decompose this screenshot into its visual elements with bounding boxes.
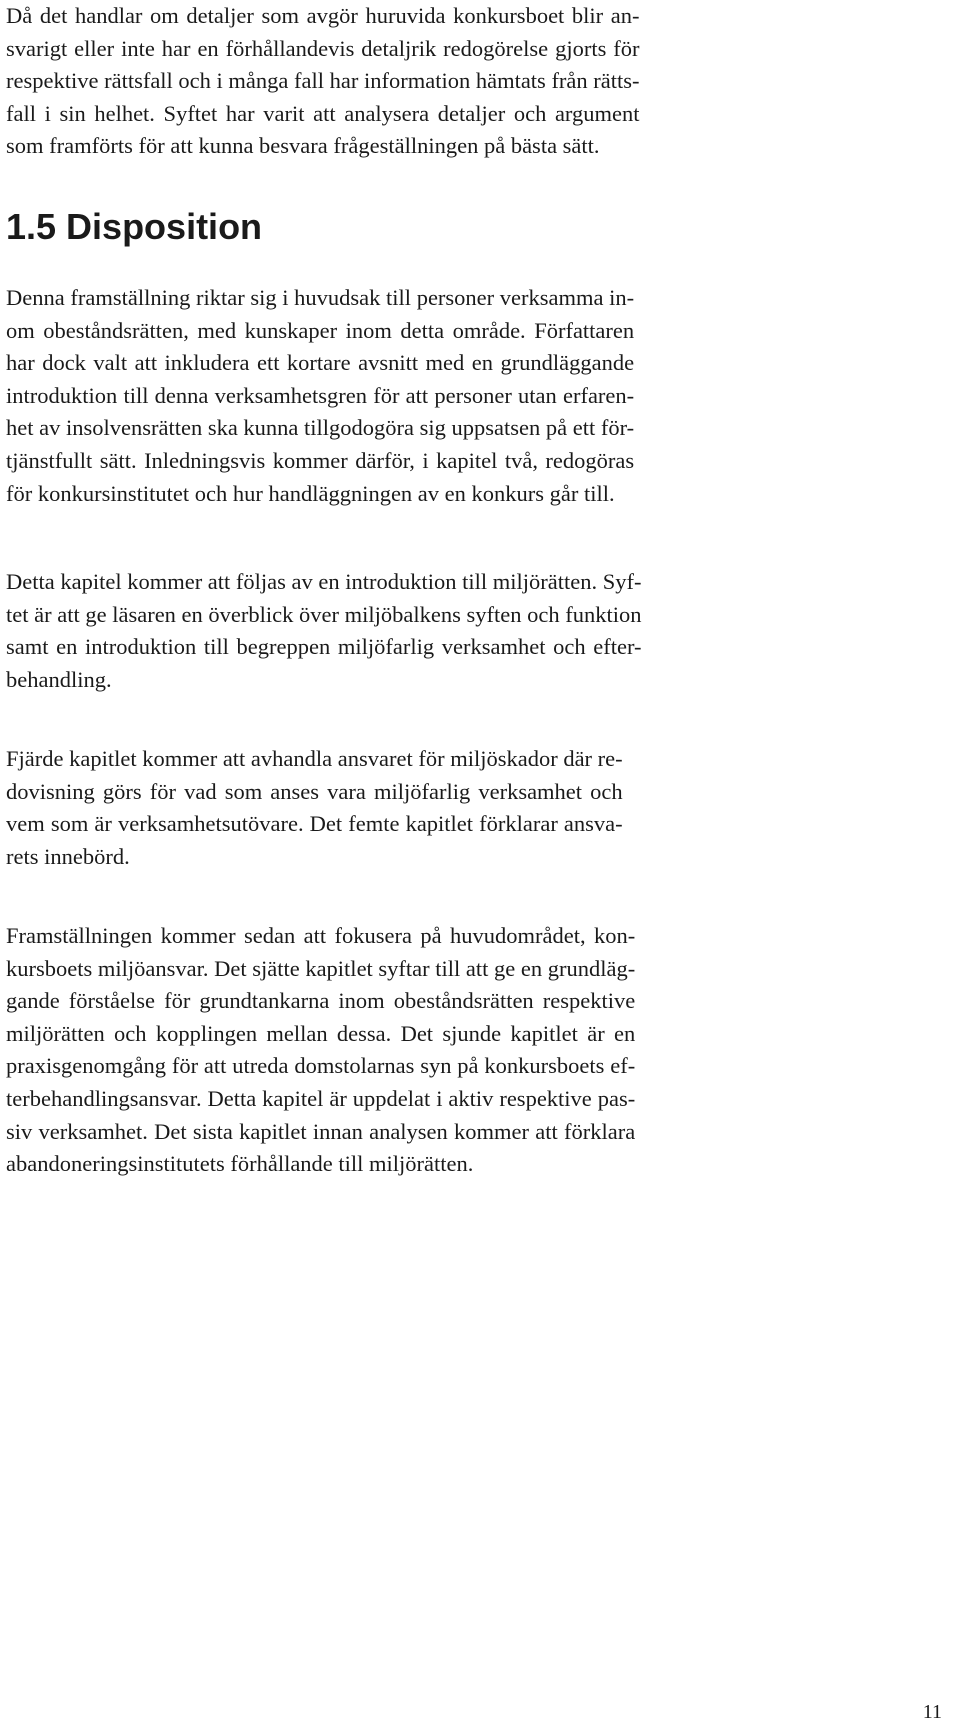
text-line: vem som är verksamhetsutövare. Det femte kapitlet förklarar ansva- [6,811,623,837]
text-line: gande förståelse för grundtankarna inom obeståndsrätten respektive [6,988,636,1014]
text-line: fall i sin helhet. Syftet har varit att analysera detaljer och argument [6,100,640,126]
text-line: tet är att ge läsaren en överblick över miljöbalkens syften och funktion [6,601,642,627]
text-line: rets innebörd. [6,843,130,869]
paragraph-environmental-law [6,566,641,696]
paragraph-main-focus [6,920,635,1181]
text-line: Detta kapitel kommer att följas av en introduktion till miljörätten. Syf- [6,569,642,594]
text-line: har dock valt att inkludera ett kortare avsnitt med en grundläggande [6,350,635,376]
section-heading: 1.5 Disposition [6,206,263,247]
text-line: Fjärde kapitlet kommer att avhandla ansvaret för miljöskador där re- [6,746,623,771]
text-line: terbehandlingsansvar. Detta kapitel är uppdelat i aktiv respektive pas- [6,1085,636,1111]
text-line: Då det handlar om detaljer som avgör huruvida konkursboet blir an- [6,3,640,28]
text-line: kursboets miljöansvar. Det sjätte kapitlet syftar till att ge en grundläg- [6,955,636,981]
text-line: om obeståndsrätten, med kunskaper inom detta område. Författaren [6,317,635,343]
text-line: praxisgenomgång för att utreda domstolarnas syn på konkursboets ef- [6,1053,636,1079]
text-line: Framställningen kommer sedan att fokusera på huvudområdet, kon- [6,923,636,948]
paragraph-chapter-four [6,743,623,873]
text-line: dovisning görs för vad som anses vara miljöfarlig verksamhet och [6,778,623,804]
paragraph-audience [6,282,634,510]
paragraph-intro [6,0,640,163]
text-line: het av insolvensrätten ska kunna tillgodogöra sig uppsatsen på ett för- [6,415,635,441]
text-line: som framförts för att kunna besvara frågeställningen på bästa sätt. [6,133,600,159]
text-line: introduktion till denna verksamhetsgren för att personer utan erfaren- [6,382,635,408]
text-line: svarigt eller inte har en förhållandevis detaljrik redogörelse gjorts för [6,35,640,61]
text-line: tjänstfullt sätt. Inledningsvis kommer därför, i kapitel två, redogöras [6,447,635,473]
text-line: respektive rättsfall och i många fall har information hämtats från rätts- [6,68,640,94]
text-line: samt en introduktion till begreppen miljöfarlig verksamhet och efter- [6,634,642,660]
text-line: Denna framställning riktar sig i huvudsak till personer verksamma in- [6,285,635,310]
text-line: siv verksamhet. Det sista kapitlet innan analysen kommer att förklara [6,1118,636,1144]
text-line: miljörätten och kopplingen mellan dessa. Det sjunde kapitlet är en [6,1020,636,1046]
text-line: abandoneringsinstitutets förhållande till miljörätten. [6,1151,474,1177]
page-number: 11 [922,1701,942,1723]
text-line: behandling. [6,666,112,692]
text-line: för konkursinstitutet och hur handläggningen av en konkurs går till. [6,480,615,506]
